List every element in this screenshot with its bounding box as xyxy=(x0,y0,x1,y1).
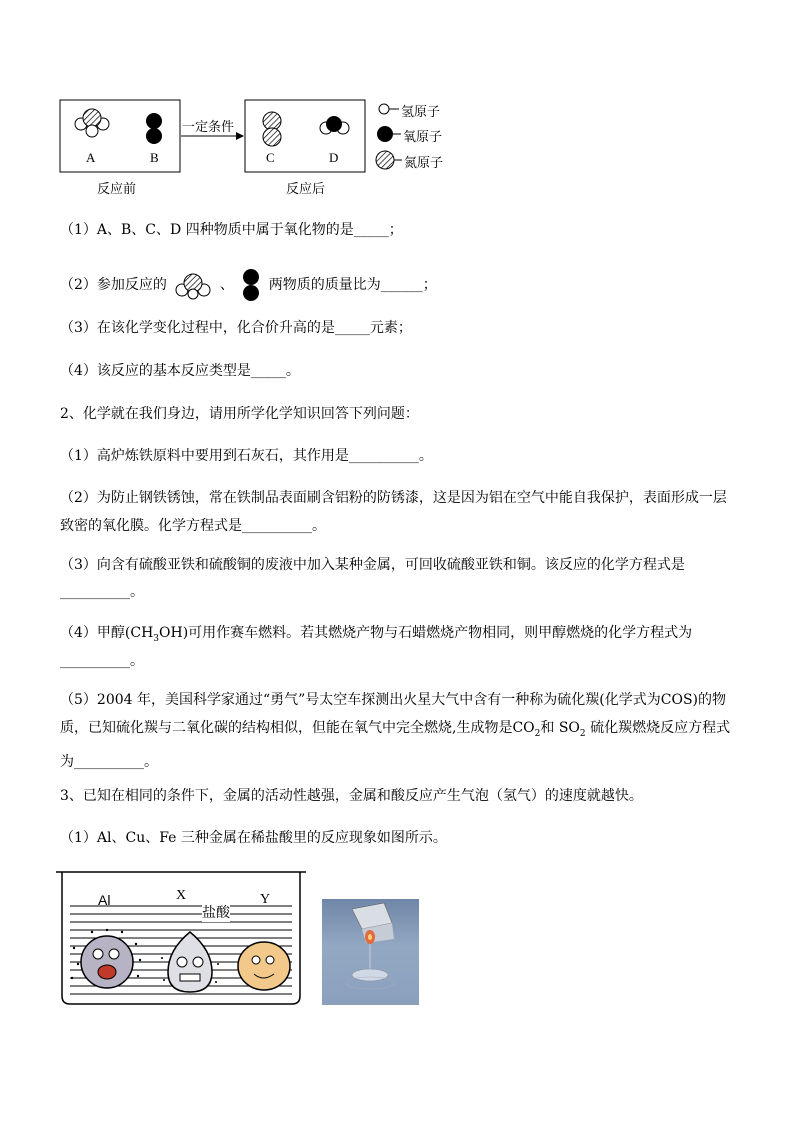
q3-title: 3、已知在相同的条件下，金属的活动性越强，金属和酸反应产生气泡（氢气）的速度就越快。 xyxy=(60,788,643,804)
ammonia-molecule-icon xyxy=(173,270,213,300)
molecule-d-water xyxy=(320,116,349,134)
molecule-a-ammonia xyxy=(75,109,109,137)
legend-oxygen-icon xyxy=(377,126,401,142)
beaker-label-acid: 盐酸 xyxy=(202,902,230,922)
label-d: D xyxy=(329,150,339,165)
oxygen-molecule-icon xyxy=(240,268,262,302)
photo-illustration-svg xyxy=(322,899,419,1005)
legend-oxygen-label: 氧原子 xyxy=(403,130,443,145)
legend-hydrogen-icon xyxy=(379,104,399,114)
legend-hydrogen-label: 氢原子 xyxy=(401,105,441,120)
label-c: C xyxy=(266,150,275,165)
before-caption: 反应前 xyxy=(97,182,137,197)
reaction-diagram xyxy=(0,0,794,210)
q2-title: 2、化学就在我们身边，请用所学化学知识回答下列问题： xyxy=(60,406,419,422)
beaker-label-al: Al xyxy=(98,892,111,908)
q2-part4b: __________。 xyxy=(60,653,144,669)
q1-part2-prefix: （2）参加反应的 xyxy=(60,277,167,293)
molecule-b-oxygen xyxy=(146,113,162,144)
metal-x-character xyxy=(161,932,219,992)
q2-part5: （5）2004 年，美国科学家通过“勇气”号太空车探测出火星大气中含有一种称为硫化羰(化学式为COS)的物质，已知硫化羰与二氧化碳的结构相似，但能在氧气中完全燃烧,生成物是$CO_2$和 $SO_2$ 硫化羰燃烧反应方程式为__________。 xyxy=(60,692,731,770)
q2-part3a: （3）向含有硫酸亚铁和硫酸铜的废液中加入某种金属，可回收硫酸亚铁和铜。该反应的化学方程式是 xyxy=(60,557,685,573)
after-caption: 反应后 xyxy=(286,182,326,197)
burning-metal-photo xyxy=(322,899,419,1005)
legend-nitrogen-icon xyxy=(376,151,402,169)
arrow-label: 一定条件 xyxy=(182,120,235,135)
q1-part2-suffix: 两物质的质量比为______； xyxy=(268,277,437,293)
label-b: B xyxy=(150,150,159,165)
q3-part1: （1）Al、Cu、Fe 三种金属在稀盐酸里的反应现象如图所示。 xyxy=(60,830,447,846)
q1-part2-sep: 、 xyxy=(219,277,234,293)
beaker-illustration xyxy=(52,868,310,1008)
molecule-c-nitrogen xyxy=(263,112,281,146)
beaker-label-y: Y xyxy=(260,892,271,907)
legend-nitrogen-label: 氮原子 xyxy=(404,156,444,171)
q1-part3: （3）在该化学变化过程中，化合价升高的是_____元素； xyxy=(60,320,412,336)
q1-part1: （1）A、B、C、D 四种物质中属于氧化物的是_____； xyxy=(60,222,403,238)
q2-part2: （2）为防止钢铁锈蚀，常在铁制品表面刷含铝粉的防锈漆，这是因为铝在空气中能自我保护，表面形成一层致密的氧化膜。化学方程式是__________。 xyxy=(60,490,727,534)
q2-part3b: __________。 xyxy=(60,584,144,600)
label-a: A xyxy=(86,150,96,165)
q2-part4a: （4）甲醇$(CH_3OH)$可用作赛车燃料。若其燃烧产物与石蜡燃烧产物相同，则甲醇燃烧的化学方程式为 xyxy=(60,625,693,644)
q1-part2 xyxy=(60,268,437,302)
metal-y-character xyxy=(238,942,290,990)
beaker-label-x: X xyxy=(176,888,187,903)
q2-part1: （1）高炉炼铁原料中要用到石灰石，其作用是__________。 xyxy=(60,448,433,464)
q1-part4: （4）该反应的基本反应类型是_____。 xyxy=(60,363,300,379)
